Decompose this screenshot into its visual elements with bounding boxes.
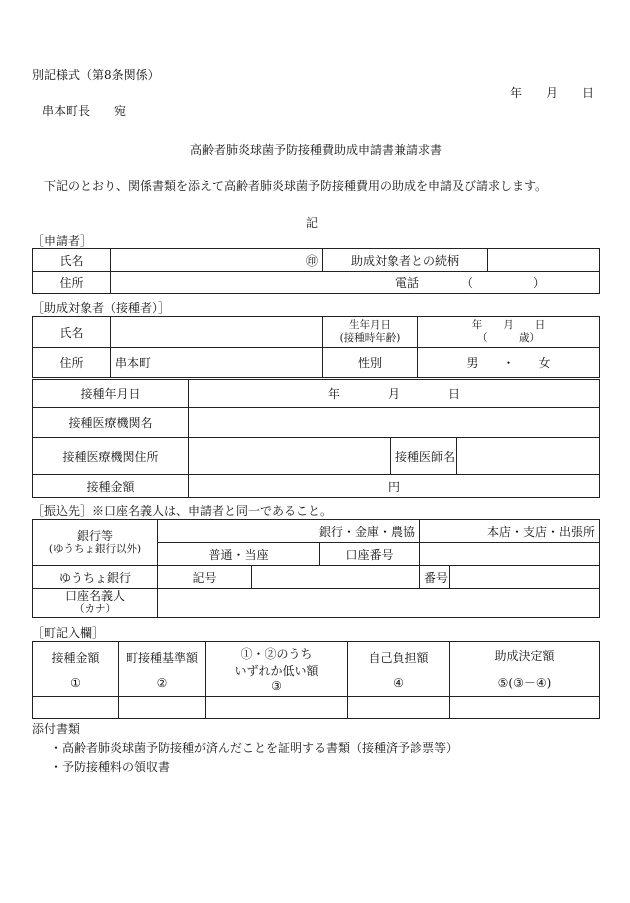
seal-mark: ㊞ (305, 253, 318, 268)
applicant-table (32, 248, 600, 294)
document-title: 高齢者肺炎球菌予防接種費助成申請書兼請求書 (190, 143, 443, 157)
holder-label: 口座名義人 （カナ） (33, 589, 158, 618)
holder-field[interactable] (158, 589, 600, 618)
applicant-section: ［申請者］ (32, 234, 93, 248)
bank-type-field[interactable]: 銀行・金庫・農協 (158, 520, 420, 543)
bank-label: 銀行等 (ゆうちょ銀行以外) (33, 520, 158, 566)
date-field: 年 月 日 (510, 86, 595, 100)
branch-type-field[interactable]: 本店・支店・出張所 (420, 520, 600, 543)
yucho-label: ゆうちょ銀行 (33, 566, 158, 589)
bango-label: 番号 (420, 566, 450, 589)
subject-name-label: 氏名 (33, 317, 111, 348)
applicant-name-label: 氏名 (33, 249, 111, 272)
relation-label: 助成対象者との続柄 (323, 249, 488, 272)
town-decision-field[interactable] (450, 697, 600, 719)
institution-label: 接種医療機関名 (33, 408, 189, 438)
birth-field[interactable]: 年 月 日 （ 歳） (418, 317, 600, 348)
applicant-name-field[interactable] (111, 249, 323, 272)
col-town-standard: 町接種基準額 ② (119, 642, 206, 697)
col-self-pay: 自己負担額 ④ (348, 642, 450, 697)
form-number: 別記様式（第8条関係） (32, 68, 160, 82)
subject-section: ［助成対象者（接種者）］ (32, 301, 171, 315)
inst-address-field[interactable] (189, 438, 391, 475)
town-section: ［町記入欄］ (32, 626, 105, 640)
applicant-address-label: 住所 (33, 272, 111, 294)
subject-address-label: 住所 (33, 348, 111, 378)
subject-name-field[interactable] (111, 317, 323, 348)
account-type-field[interactable]: 普通・当座 (158, 543, 320, 566)
inst-address-label: 接種医療機関住所 (33, 438, 189, 475)
col-vacc-amount: 接種金額 ① (33, 642, 119, 697)
amount-field[interactable]: 円 (189, 475, 600, 498)
attachment-item: ・高齢者肺炎球菌予防接種が済んだことを証明する書類（接種済予診票等） (50, 741, 459, 755)
doctor-field[interactable] (457, 438, 600, 475)
town-vacc-amount-field[interactable] (33, 697, 119, 719)
amount-label: 接種金額 (33, 475, 189, 498)
account-number-label: 口座番号 (320, 543, 420, 566)
subject-address-field[interactable]: 串本町 (111, 348, 323, 378)
applicant-address-field[interactable] (111, 272, 600, 294)
subject-table-bottom (32, 379, 600, 498)
col-decision: 助成決定額 ⑤(③－④) (450, 642, 600, 697)
account-number-field[interactable] (420, 543, 600, 566)
bango-field[interactable] (450, 566, 600, 589)
vacc-date-field[interactable]: 年 月 日 (189, 380, 600, 408)
subject-table-top (32, 316, 600, 378)
bank-table (32, 519, 600, 618)
vacc-date-label: 接種年月日 (33, 380, 189, 408)
institution-field[interactable] (189, 408, 600, 438)
town-table (32, 641, 600, 719)
kigo-field[interactable] (252, 566, 420, 589)
attachments-title: 添付書類 (32, 722, 81, 736)
gender-label: 性別 (323, 348, 418, 378)
relation-field[interactable] (488, 249, 600, 272)
col-lower-amount: ①・②のうち いずれか低い額 ③ (206, 642, 348, 697)
attachment-item: ・予防接種料の領収書 (50, 760, 171, 774)
gender-field[interactable]: 男 ・ 女 (418, 348, 600, 378)
kigo-label: 記号 (158, 566, 252, 589)
town-lower-field[interactable] (206, 697, 348, 719)
ki-label: 記 (306, 216, 319, 230)
town-standard-field[interactable] (119, 697, 206, 719)
bank-section: ［振込先］※口座名義人は、申請者と同一であること。 (32, 504, 333, 518)
intro-text: 下記のとおり、関係書類を添えて高齢者肺炎球菌予防接種費用の助成を申請及び請求します。 (44, 179, 548, 193)
doctor-label: 接種医師名 (391, 438, 457, 475)
phone-label: 電話 （ ） (395, 276, 546, 290)
birth-label: 生年月日 (接種時年齢) (323, 317, 418, 348)
town-self-pay-field[interactable] (348, 697, 450, 719)
addressee: 串本町長 宛 (42, 104, 127, 118)
